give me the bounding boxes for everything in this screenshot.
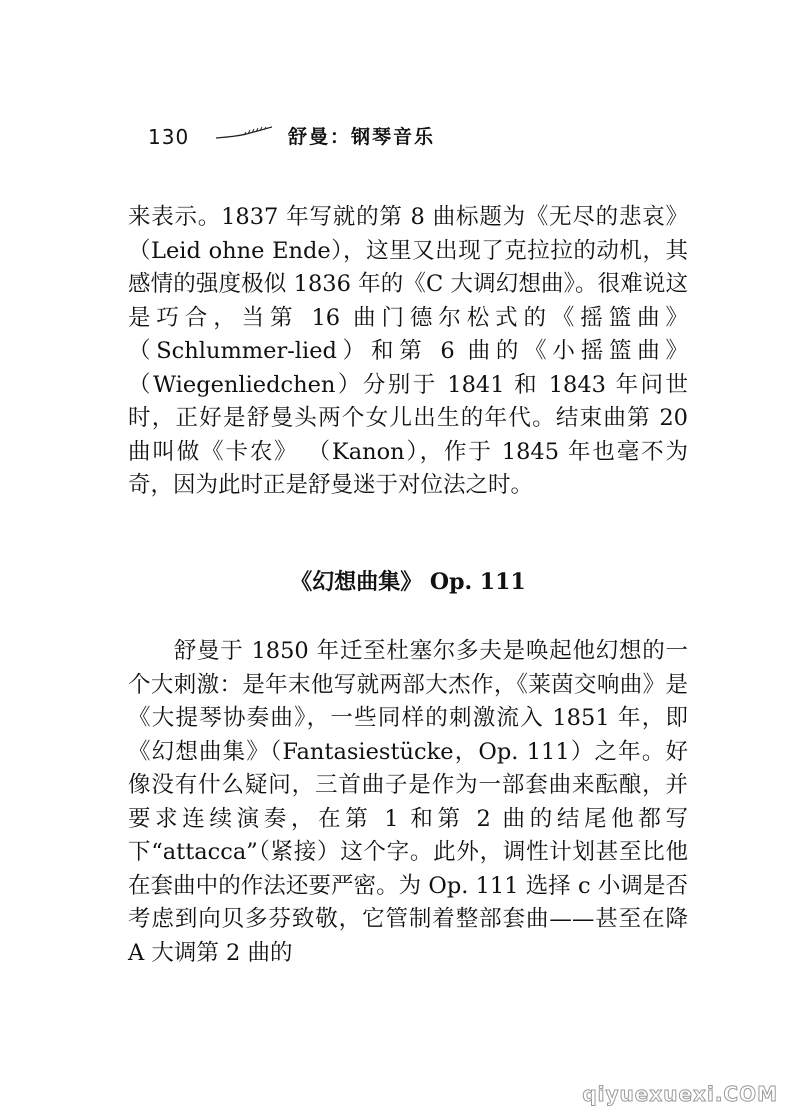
page-header xyxy=(148,122,508,152)
paragraph-2-text: 舒曼于 1850 年迁至杜塞尔多夫是唤起他幻想的一个大刺激：是年末他写就两部大杰作，《莱茵交响曲》是《大提琴协奏曲》，一些同样的刺激流入 1851 年，即《幻想曲集》（Fantasiestücke，Op. 111）之年。好像没有什么疑问，三首曲子是作为一部套曲来酝酿，并要求连续演奏，在第 1 和第 2 曲的结尾他都写下“attacca”（紧接）这个字。此外，调性计划甚至比他在套曲中的作法还要严密。为 Op. 111 选择 c 小调是否考虑到向贝多芬致敬，它管制着整部套曲——甚至在降 A 大调第 2 曲的 xyxy=(128,638,688,966)
paragraph-1: 来表示。1837 年写就的第 8 曲标题为《无尽的悲哀》（Leid ohne Ende），这里又出现了克拉拉的动机，其感情的强度极似 1836 年的《C 大调幻想曲》。很难说这是巧合，当第 16 曲门德尔松式的《摇篮曲》（Schlummer-lied）和第 6 曲的《小摇篮曲》（Wiegenliedchen）分别于 1841 和 1843 年问世时，正好是舒曼头两个女儿出生的年代。结束曲第 20 曲叫做《卡农》 （Kanon），作于 1845 年也毫不为奇，因为此时正是舒曼迷于对位法之时。 xyxy=(128,204,688,498)
running-title: 舒曼：钢琴音乐 xyxy=(288,126,436,148)
section-title: 《幻想曲集》 Op. 111 xyxy=(290,569,526,595)
quill-flourish-icon xyxy=(214,126,274,140)
paragraph-2 xyxy=(128,635,688,970)
watermark-logo: qiyuexuexi.COM xyxy=(582,1082,778,1106)
page-number: 130 xyxy=(148,125,190,149)
